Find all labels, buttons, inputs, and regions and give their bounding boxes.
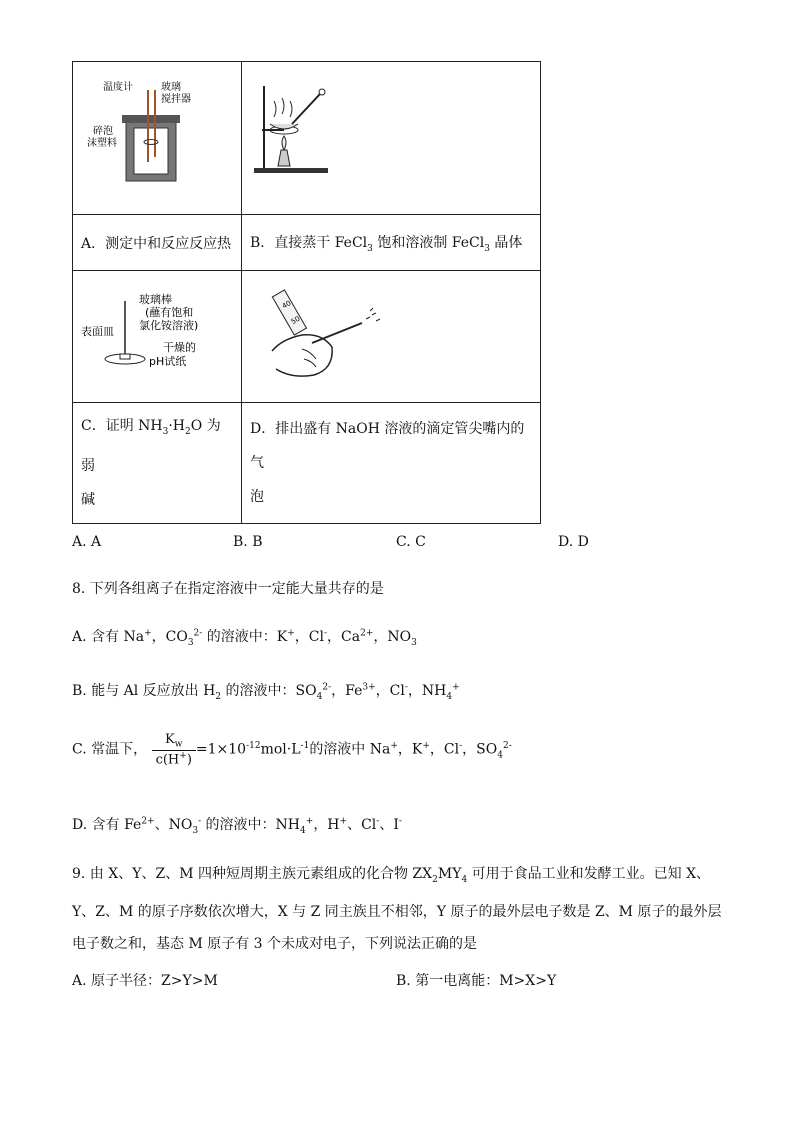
- q8-stem: 8. 下列各组离子在指定溶液中一定能大量共存的是: [72, 581, 384, 597]
- fig-d-label-0: 40: [280, 299, 293, 311]
- kw-fraction: $\frac{K_w}{c(H^+)}$: [152, 732, 196, 767]
- q8-option-b[interactable]: B. 能与 Al 反应放出 $H_2$ 的溶液中：$SO_4^{2-}$，$Fe^{3+}$，Cl-，$NH_4^+$: [72, 682, 460, 702]
- q7-option-d[interactable]: D. D: [558, 534, 589, 550]
- q8-option-a[interactable]: A. 含有 Na+，$CO_3^{2-}$ 的溶液中：K+，Cl-，$Ca^{2+}$，$NO_3$: [72, 628, 417, 648]
- q9-line-3: 电子数之和，基态 M 原子有 3 个未成对电子，下列说法正确的是: [72, 935, 478, 952]
- fig-c-label-5: pH试纸: [149, 355, 187, 368]
- figure-d-cell: [242, 271, 541, 403]
- option-c-caption: C．证明 $NH_3\cdot H_2O$ 为弱 碱: [73, 403, 242, 524]
- figure-c-cell: [73, 271, 242, 403]
- option-a-caption: A．测定中和反应反应热: [73, 215, 242, 271]
- fig-c-label-4: 干燥的: [163, 341, 196, 354]
- q9-line-1: 9. 由 X、Y、Z、M 四种短周期主族元素组成的化合物 $ZX_2MY_4$ 可用于食品工业和发酵工业。已知 X、: [72, 866, 711, 885]
- q7-option-a[interactable]: A. A: [72, 534, 102, 550]
- q7-option-b[interactable]: B. B: [233, 534, 263, 550]
- fig-c-label-2: 氯化铵溶液): [139, 319, 199, 332]
- fig-d-label-1: 50: [289, 314, 302, 327]
- q9-option-a[interactable]: A. 原子半径：Z>Y>M: [72, 973, 218, 989]
- q9-option-b[interactable]: B. 第一电离能：M>X>Y: [396, 973, 557, 989]
- fig-a-label-2: 搅拌器: [161, 94, 191, 105]
- fig-c-label-0: 玻璃棒: [139, 293, 172, 306]
- fig-c-label-3: 表面皿: [81, 325, 114, 338]
- option-d-caption: D．排出盛有 NaOH 溶液的滴定管尖嘴内的气 泡: [242, 403, 541, 524]
- fig-c-label-1: (蘸有饱和: [145, 306, 194, 319]
- figure-b-cell: [242, 62, 541, 215]
- fig-a-label-4: 沫塑料: [87, 138, 117, 149]
- fig-a-label-3: 碎泡: [93, 126, 113, 137]
- q7-option-c[interactable]: C. C: [396, 534, 426, 550]
- q8-option-c[interactable]: C. 常温下， $\frac{K_w}{c(H^+)}$ $=1\times 10^{-12}mol\cdot L^{-1}$的溶液中 Na+，K+，Cl-，$SO_4^{2-}$: [72, 732, 512, 767]
- evaporation-figure: [242, 62, 540, 210]
- option-b-caption: B．直接蒸干 FeCl$_3$ 饱和溶液制 FeCl$_3$ 晶体: [242, 215, 541, 271]
- calorimeter-figure: [73, 62, 241, 210]
- ph-test-figure: [73, 271, 241, 398]
- q9-line-2: Y、Z、M 的原子序数依次增大，X 与 Z 同主族且不相邻，Y 原子的最外层电子数是 Z、M 原子的最外层: [72, 903, 722, 920]
- burette-figure: [242, 271, 540, 398]
- q9-stem: [72, 858, 722, 960]
- experiment-table: [72, 61, 541, 524]
- q8-option-d[interactable]: D. 含有 $Fe^{2+}$、$NO_3^-$ 的溶液中：$NH_4^+$，H+、Cl-、I-: [72, 816, 402, 836]
- fig-a-label-1: 玻璃: [161, 82, 181, 93]
- fig-a-label-0: 温度计: [103, 82, 133, 93]
- figure-a-cell: [73, 62, 242, 215]
